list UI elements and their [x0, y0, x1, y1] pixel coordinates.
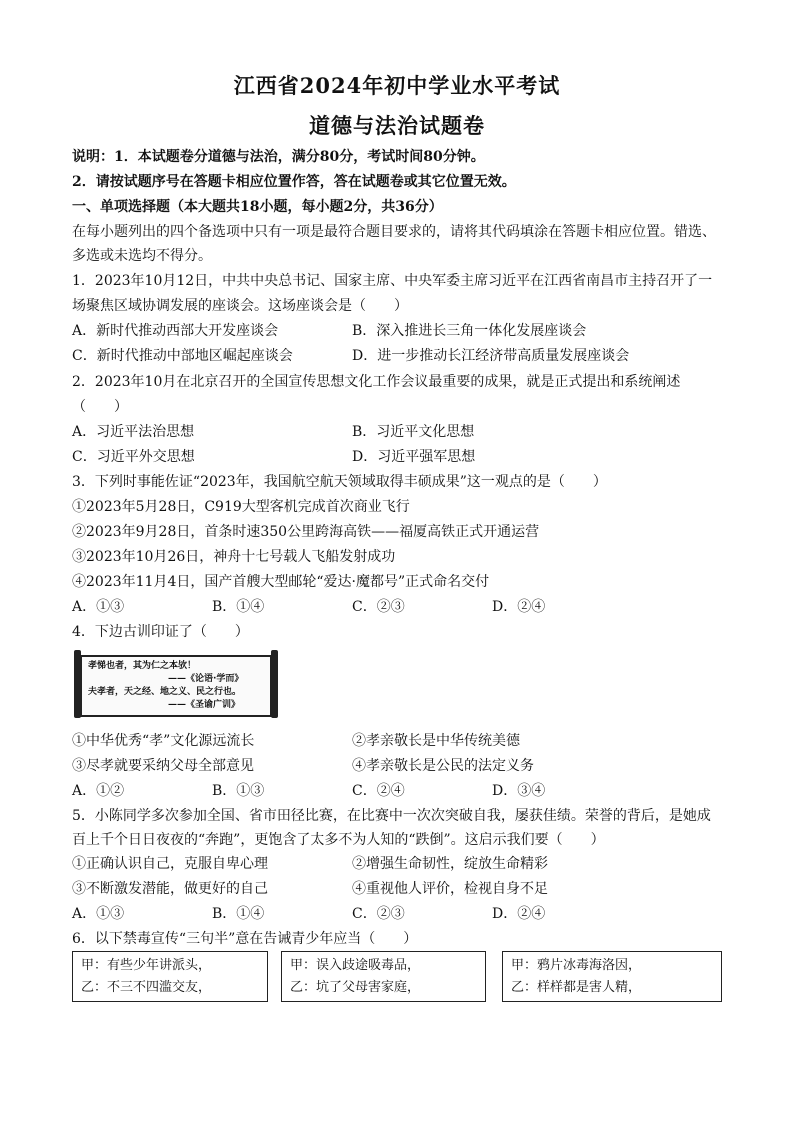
scroll-rod-right [271, 650, 278, 718]
scroll-source-2: ——《圣谕广训》 [168, 700, 241, 710]
q2-option-b: B．习近平文化思想 [352, 424, 475, 440]
q5-option-a: A．①③ [72, 906, 125, 922]
q6-stem: 6．以下禁毒宣传“三句半”意在告诫青少年应当（ ） [72, 931, 418, 947]
q6-box1-line1: 甲：有些少年讲派头， [81, 958, 212, 973]
q4-statement-4: ④孝亲敬长是公民的法定义务 [352, 758, 534, 774]
q4-statement-3: ③尽孝就要采纳父母全部意见 [72, 758, 254, 774]
q2-option-c: C．习近平外交思想 [72, 449, 195, 465]
instruction-line-2: 2．请按试题序号在答题卡相应位置作答，答在试题卷或其它位置无效。 [72, 174, 516, 190]
q6-verse-box-3 [502, 951, 722, 1002]
q1-option-c: C．新时代推动中部地区崛起座谈会 [72, 348, 293, 364]
q3-statement-4: ④2023年11月4日，国产首艘大型邮轮“爱达·魔都号”正式命名交付 [72, 574, 490, 590]
q3-statement-1: ①2023年5月28日，C919大型客机完成首次商业飞行 [72, 499, 410, 515]
section-desc-1: 在每小题列出的四个备选项中只有一项是最符合题目要求的，请将其代码填涂在答题卡相应位置。错选、 [72, 224, 716, 240]
q5-statement-1: ①正确认识自己，克服自卑心理 [72, 856, 268, 872]
q5-stem-1: 5．小陈同学多次参加全国、省市田径比赛，在比赛中一次次突破自我，屡获佳绩。荣誉的背后，是她成 [72, 808, 711, 824]
q5-option-b: B．①④ [212, 906, 265, 922]
page-subtitle: 道德与法治试题卷 [309, 113, 485, 138]
instruction-line-1: 说明：1．本试题卷分道德与法治，满分80分，考试时间80分钟。 [72, 149, 485, 165]
q5-statement-3: ③不断激发潜能，做更好的自己 [72, 881, 268, 897]
q5-statement-4: ④重视他人评价，检视自身不足 [352, 881, 548, 897]
q4-option-b: B．①③ [212, 783, 265, 799]
q1-stem-2: 场聚焦区域协调发展的座谈会。这场座谈会是（ ） [72, 298, 408, 314]
section-desc-2: 多选或未选均不得分。 [72, 248, 212, 264]
q2-option-a: A．习近平法治思想 [72, 424, 195, 440]
q6-verse-box-1 [72, 951, 268, 1002]
q3-statement-2: ②2023年9月28日，首条时速350公里跨海高铁——福厦高铁正式开通运营 [72, 524, 540, 540]
q3-option-a: A．①③ [72, 599, 125, 615]
ancient-scroll-image [74, 650, 278, 718]
q4-option-a: A．①② [72, 783, 125, 799]
q3-option-c: C．②③ [352, 599, 405, 615]
q6-box1-line2: 乙：不三不四滥交友， [81, 980, 212, 995]
q5-statement-2: ②增强生命韧性，绽放生命精彩 [352, 856, 548, 872]
q1-option-d: D．进一步推动长江经济带高质量发展座谈会 [352, 348, 630, 364]
q6-box3-line2: 乙：样样都是害人精， [511, 980, 642, 995]
scroll-quote-1: 孝悌也者，其为仁之本欤！ [88, 661, 197, 671]
q1-option-b: B．深入推进长三角一体化发展座谈会 [352, 323, 587, 339]
scroll-paper [80, 655, 272, 717]
q3-stem: 3．下列时事能佐证“2023年，我国航空航天领域取得丰硕成果”这一观点的是（ ） [72, 474, 607, 490]
section-heading: 一、单项选择题（本大题共18小题，每小题2分，共36分） [72, 199, 443, 215]
scroll-quote-2: 夫孝者，天之经、地之义、民之行也。 [88, 687, 242, 697]
q6-box2-line2: 乙：坑了父母害家庭， [290, 980, 421, 995]
q5-option-d: D．②④ [492, 906, 546, 922]
q6-verse-box-2 [281, 951, 486, 1002]
q1-stem-1: 1．2023年10月12日，中共中央总书记、国家主席、中央军委主席习近平在江西省南昌市主持召开了一 [72, 273, 713, 289]
q2-stem-2: （ ） [72, 399, 128, 415]
q4-statement-1: ①中华优秀“孝”文化源远流长 [72, 733, 255, 749]
q3-option-b: B．①④ [212, 599, 265, 615]
q3-option-d: D．②④ [492, 599, 546, 615]
q5-stem-2: 百上千个日日夜夜的“奔跑”，更饱含了太多不为人知的“跌倒”。这启示我们要（ ） [72, 832, 605, 848]
q4-stem: 4．下边古训印证了（ ） [72, 624, 249, 640]
q2-option-d: D．习近平强军思想 [352, 449, 476, 465]
q4-statement-2: ②孝亲敬长是中华传统美德 [352, 733, 520, 749]
q4-option-c: C．②④ [352, 783, 405, 799]
q6-box3-line1: 甲：鸦片冰毒海洛因， [511, 958, 642, 973]
scroll-source-1: ——《论语·学而》 [168, 674, 244, 684]
page-title: 江西省2024年初中学业水平考试 [233, 73, 561, 98]
q2-stem-1: 2．2023年10月在北京召开的全国宣传思想文化工作会议最重要的成果，就是正式提出和系统阐述 [72, 374, 681, 390]
q6-box2-line1: 甲：误入歧途吸毒品， [290, 958, 421, 973]
q3-statement-3: ③2023年10月26日，神舟十七号载人飞船发射成功 [72, 549, 396, 565]
q4-option-d: D．③④ [492, 783, 546, 799]
q1-option-a: A．新时代推动西部大开发座谈会 [72, 323, 279, 339]
q5-option-c: C．②③ [352, 906, 405, 922]
